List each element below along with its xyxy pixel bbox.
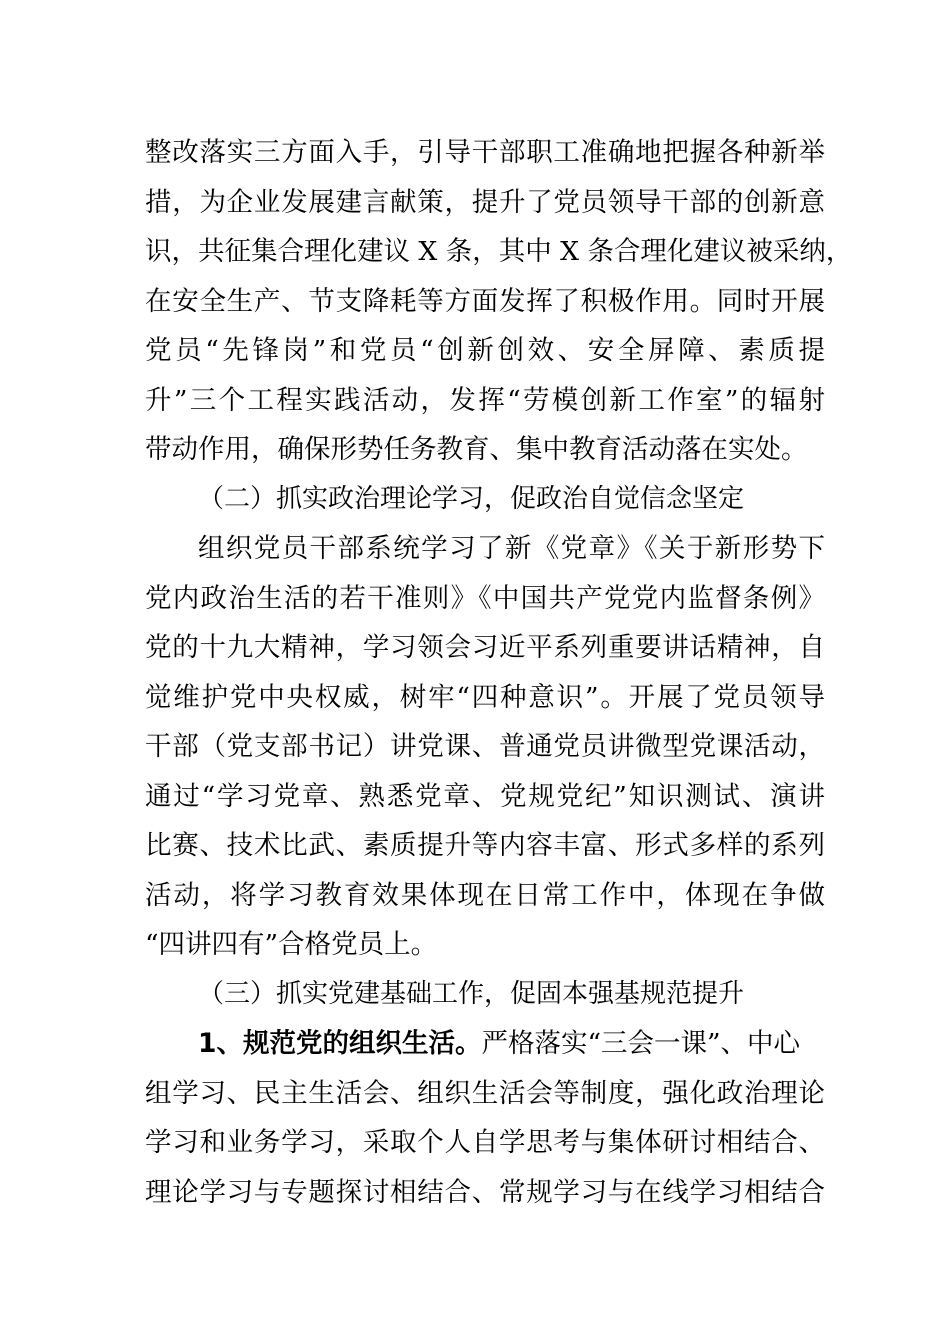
paragraph-line <box>145 1019 825 1069</box>
paragraph-line: 通过“学习党章、熟悉党章、党规党纪”知识测试、演讲 <box>145 780 825 812</box>
paragraph-line: 党的十九大精神，学习领会习近平系列重要讲话精神，自 <box>145 632 825 663</box>
paragraph-line: 带动作用，确保形势任务教育、集中教育活动落在实处。 <box>145 434 808 465</box>
paragraph-line: 升”三个工程实践活动，发挥“劳模创新工作室”的辐射 <box>145 384 825 416</box>
paragraph-line: 理论学习与专题探讨相结合、常规学习与在线学习相结合 <box>145 1176 825 1208</box>
paragraph-line: 在安全生产、节支降耗等方面发挥了积极作用。同时开展 <box>145 285 825 317</box>
paragraph-line: “四讲四有”合格党员上。 <box>145 929 438 960</box>
paragraph-line: 学习和业务学习，采取个人自学思考与集体研讨相结合、 <box>145 1127 825 1158</box>
section-heading-2: （二）抓实政治理论学习，促政治自觉信念坚定 <box>198 483 745 514</box>
section-heading-3: （三）抓实党建基础工作，促固本强基规范提升 <box>198 978 745 1009</box>
paragraph-line: 觉维护党中央权威，树牢“四种意识”。开展了党员领导 <box>145 681 825 713</box>
paragraph-line: 识，共征集合理化建议 X 条，其中 X 条合理化建议被采纳， <box>145 236 853 267</box>
paragraph-text: 严格落实“三会一课”、中心 <box>481 1028 801 1059</box>
paragraph-line: 整改落实三方面入手，引导干部职工准确地把握各种新举 <box>145 137 825 168</box>
paragraph-line: 党员“先锋岗”和党员“创新创效、安全屏障、素质提 <box>145 335 825 366</box>
document-body <box>145 128 853 1217</box>
paragraph-line: 干部（党支部书记）讲党课、普通党员讲微型党课活动， <box>145 731 825 762</box>
paragraph-line: 措，为企业发展建言献策，提升了党员领导干部的创新意 <box>145 186 825 218</box>
paragraph-line: 组织党员干部系统学习了新《党章》《关于新形势下 <box>198 533 825 564</box>
subsection-title: 1、规范党的组织生活。 <box>198 1028 482 1059</box>
paragraph-line: 活动，将学习教育效果体现在日常工作中，体现在争做 <box>145 879 825 911</box>
paragraph-line: 组学习、民主生活会、组织生活会等制度，强化政治理论 <box>145 1077 825 1109</box>
paragraph-line: 比赛、技术比武、素质提升等内容丰富、形式多样的系列 <box>145 830 825 861</box>
paragraph-line: 党内政治生活的若干准则》《中国共产党党内监督条例》 <box>145 582 825 614</box>
